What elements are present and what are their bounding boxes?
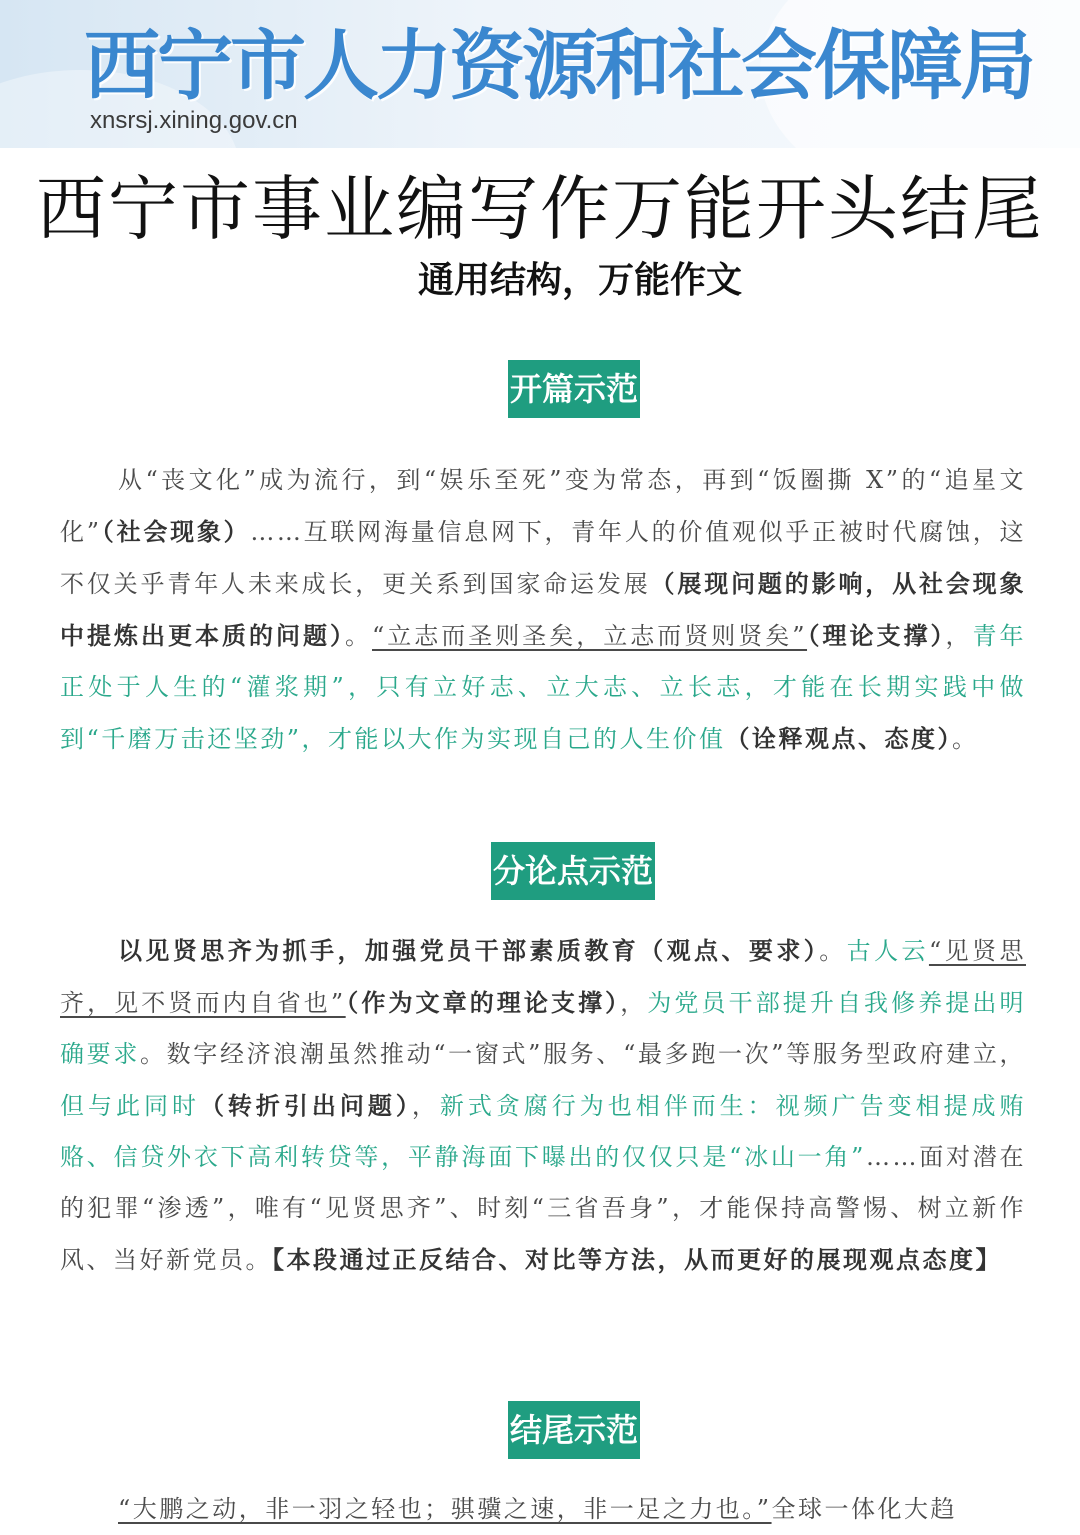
site-banner [0, 0, 1080, 148]
site-logo-text[interactable]: 西宁市人力资源和社会保障局 [84, 21, 1033, 110]
text-run: 。 [819, 937, 847, 965]
site-url[interactable]: xnsrsj.xining.gov.cn [90, 107, 298, 134]
annotation-run: （诠释观点、态度） [725, 724, 953, 753]
quote-run: “见贤思齐，见不贤而内自省也” [60, 937, 1026, 1017]
text-run: ……面对潜在的犯罪“渗透”，唯有“见贤思齐”、时刻“三省吾身”，才能保持高警惕、树立新作风、当好新党员。 [60, 1143, 1026, 1274]
argument-paragraph [60, 925, 1026, 1286]
page-title: 西宁市事业编写作万能开头结尾 [36, 168, 1044, 250]
text-run: ……互联网海量信息网下，青年人的价值观似乎正被时代腐蚀，这不仅关乎青年人未来成长，更关系到国家命运发展 [60, 518, 1027, 598]
text-run: 。 [345, 622, 372, 650]
section-tag-closing: 结尾示范 [508, 1401, 640, 1459]
text-run: ， [411, 1092, 440, 1120]
annotation-run: （展现问题的影响，从社会现象中提炼出更本质的问题） [60, 569, 1027, 650]
opening-paragraph [60, 455, 1026, 765]
text-run: 全球一体化大趋 [771, 1495, 958, 1523]
highlight-run: 古人云 [846, 937, 929, 965]
quote-run: “大鹏之动，非一羽之轻也；骐骥之速，非一足之力也。” [118, 1495, 772, 1523]
highlight-run: 新式贪腐行为也相伴而生：视频广告变相提成贿赂、信贷外衣下高利转贷等，平静海面下曝出的仅仅只是“冰山一角” [60, 1092, 1027, 1171]
annotation-run: （社会现象） [101, 517, 251, 546]
text-run: ， [945, 622, 973, 650]
section-tag-opening: 开篇示范 [508, 360, 640, 418]
text-run: 。 [952, 725, 979, 753]
text-run: 从“丧文化”成为流行，到“娱乐至死”变为常态，再到“饭圈撕 X”的“追星文化” [60, 466, 1026, 546]
text-run: ， [620, 989, 648, 1017]
annotation-run: （理论支撑） [807, 621, 946, 650]
annotation-run: 【本段通过正反结合、对比等方法，从而更好的展现观点态度】 [272, 1245, 1002, 1274]
page-subtitle: 通用结构，万能作文 [417, 260, 742, 301]
text-run: 以见贤思齐为抓手，加强党员干部素质教育 [118, 936, 640, 965]
section-tag-argument: 分论点示范 [491, 842, 655, 900]
annotation-run: （观点、要求） [639, 936, 820, 965]
annotation-run: （作为文章的理论支撑） [345, 988, 621, 1017]
closing-paragraph [60, 1484, 1026, 1535]
highlight-run: 为党员干部提升自我修养提出明确要求 [60, 989, 1027, 1068]
quote-run: “立志而圣则圣矣，立志而贤则贤矣” [372, 622, 808, 650]
highlight-run: 但与此同时 [60, 1092, 200, 1120]
text-run: 。数字经济浪潮虽然推动“一窗式”服务、“最多跑一次”等服务型政府建立， [139, 1040, 1027, 1068]
highlight-run: 青年正处于人生的“灌浆期”，只有立好志、立大志、立长志，才能在长期实践中做到“千磨万击还坚劲”，才能以大作为实现自己的人生价值 [60, 622, 1027, 753]
annotation-run: （转折引出问题） [199, 1091, 412, 1120]
